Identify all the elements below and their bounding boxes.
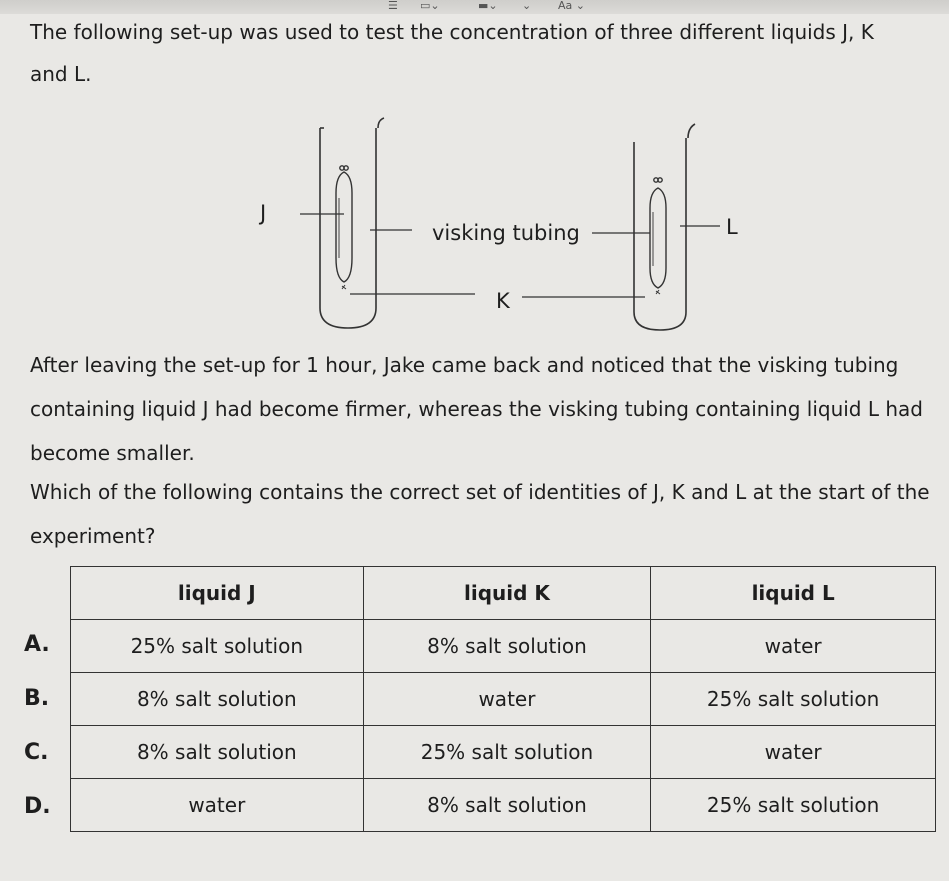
header-liquid-l: liquid L bbox=[651, 567, 936, 620]
question-intro-line2: and L. bbox=[30, 62, 92, 86]
border-menu-icon[interactable]: ▭⌄ bbox=[420, 0, 440, 12]
table-header-row bbox=[71, 567, 936, 620]
option-letter-b[interactable]: B. bbox=[24, 686, 50, 711]
question-observation: After leaving the set-up for 1 hour, Jake came back and noticed that the visking tubing containing liquid J had become firmer, whereas the visking tubing containing liquid L had become smaller. bbox=[30, 353, 923, 465]
table-cell: 8% salt solution bbox=[71, 673, 364, 726]
answer-table bbox=[70, 566, 936, 832]
table-cell: water bbox=[71, 779, 364, 832]
question-intro-line1: The following set-up was used to test the concentration of three different liquids J, K bbox=[30, 20, 874, 44]
table-cell: water bbox=[363, 673, 651, 726]
header-liquid-k: liquid K bbox=[363, 567, 651, 620]
question-prompt: Which of the following contains the correct set of identities of J, K and L at the start of the experiment? bbox=[30, 480, 930, 548]
label-l: L bbox=[726, 215, 738, 239]
label-visking-tubing: visking tubing bbox=[432, 221, 580, 245]
fill-menu-icon[interactable]: ▬⌄ bbox=[478, 0, 498, 12]
font-menu[interactable]: Aa ⌄ bbox=[558, 0, 585, 12]
table-cell: 8% salt solution bbox=[71, 726, 364, 779]
table-cell: 8% salt solution bbox=[363, 779, 651, 832]
visking-tube-right bbox=[650, 178, 666, 294]
table-cell: 25% salt solution bbox=[651, 779, 936, 832]
option-letter-d[interactable]: D. bbox=[24, 794, 51, 819]
table-row-c[interactable] bbox=[71, 726, 936, 779]
table-cell: 25% salt solution bbox=[363, 726, 651, 779]
font-menu-label: Aa bbox=[558, 0, 573, 12]
header-liquid-j: liquid J bbox=[71, 567, 364, 620]
label-j: J bbox=[260, 201, 267, 225]
visking-tube-left bbox=[336, 166, 352, 289]
table-row-d[interactable] bbox=[71, 779, 936, 832]
table-cell: 25% salt solution bbox=[651, 673, 936, 726]
table-cell: water bbox=[651, 726, 936, 779]
experiment-diagram bbox=[250, 108, 750, 338]
table-cell: water bbox=[651, 620, 936, 673]
table-cell: 8% salt solution bbox=[363, 620, 651, 673]
table-cell: 25% salt solution bbox=[71, 620, 364, 673]
test-tube-right bbox=[634, 124, 695, 330]
label-k: K bbox=[496, 289, 510, 313]
option-letters bbox=[24, 618, 51, 834]
table-row-b[interactable] bbox=[71, 673, 936, 726]
top-toolbar bbox=[0, 0, 949, 14]
option-letter-a[interactable]: A. bbox=[24, 632, 50, 657]
option-letter-c[interactable]: C. bbox=[24, 740, 49, 765]
align-icon[interactable]: ☰ bbox=[388, 0, 398, 12]
table-row-a[interactable] bbox=[71, 620, 936, 673]
shape-menu-icon[interactable]: ⌄ bbox=[522, 0, 532, 12]
